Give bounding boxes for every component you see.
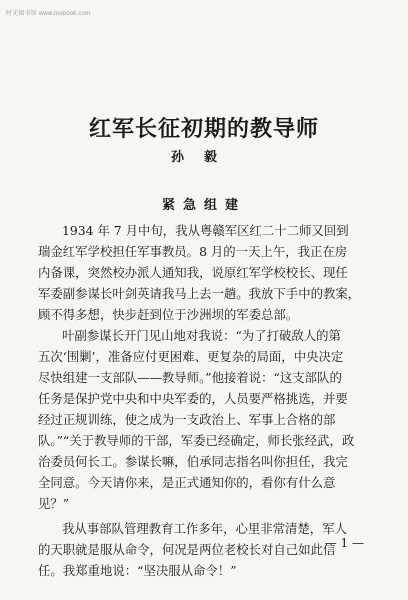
text-line: 顾不得多想，快步赶到位于沙洲坝的军委总部。 <box>38 307 299 322</box>
text-line: 我从事部队管理教育工作多年，心里非常清楚，军人 <box>62 521 347 536</box>
body-text <box>38 220 370 581</box>
text-line: 全同意。今天请你来，是正式通知你的，看你有什么意 <box>38 475 336 490</box>
text-line: 1934 年 7 月中旬，我从粤赣军区红二十二师又回到 <box>62 223 349 238</box>
text-line: 叶副参谋长开门见山地对我说：“为了打破敌人的第 <box>62 328 341 343</box>
page-number: — 1 — <box>324 536 364 550</box>
text-line: 见？” <box>38 496 70 511</box>
text-line: 五次‘围剿’，准备应付更困难、更复杂的局面，中央决定 <box>38 349 344 364</box>
chapter-title: 红军长征初期的教导师 <box>88 116 319 142</box>
text-line: 尽快组建一支部队——教导师。”他接着说：“这支部队的 <box>38 370 342 385</box>
author-name: 孙毅 <box>170 150 237 165</box>
text-line: 任。我郑重地说：“坚决服从命令！” <box>38 563 237 578</box>
text-line: 经过正规训练，使之成为一支政治上、军事上合格的部 <box>38 412 336 427</box>
text-line: 治委员何长工。参谋长嘛，伯承同志指名叫你担任，我完 <box>38 454 348 469</box>
text-line: 的天职就是服从命令，何况是两位老校长对自己如此信 <box>38 542 336 557</box>
text-line: 瑞金红军学校担任军事教员。8 月的一天上午，我正在房 <box>38 244 348 259</box>
text-line: 军委副参谋长叶剑英请我马上去一趟。我放下手中的教案， <box>38 286 361 301</box>
text-line: 内备课，突然校办派人通知我，说原红军学校校长、现任 <box>38 265 348 280</box>
section-heading: 紧急组建 <box>161 198 246 213</box>
paragraph <box>38 325 370 514</box>
text-line: 任务是保护党中央和中央军委的，人员要严格挑选，并要 <box>38 391 348 406</box>
paragraph <box>38 220 370 325</box>
text-line: 队。”“关于教导师的干部，军委已经确定，师长张经武，政 <box>38 433 355 448</box>
watermark-text: 时光图书馆 www.mebook.com <box>6 11 91 17</box>
